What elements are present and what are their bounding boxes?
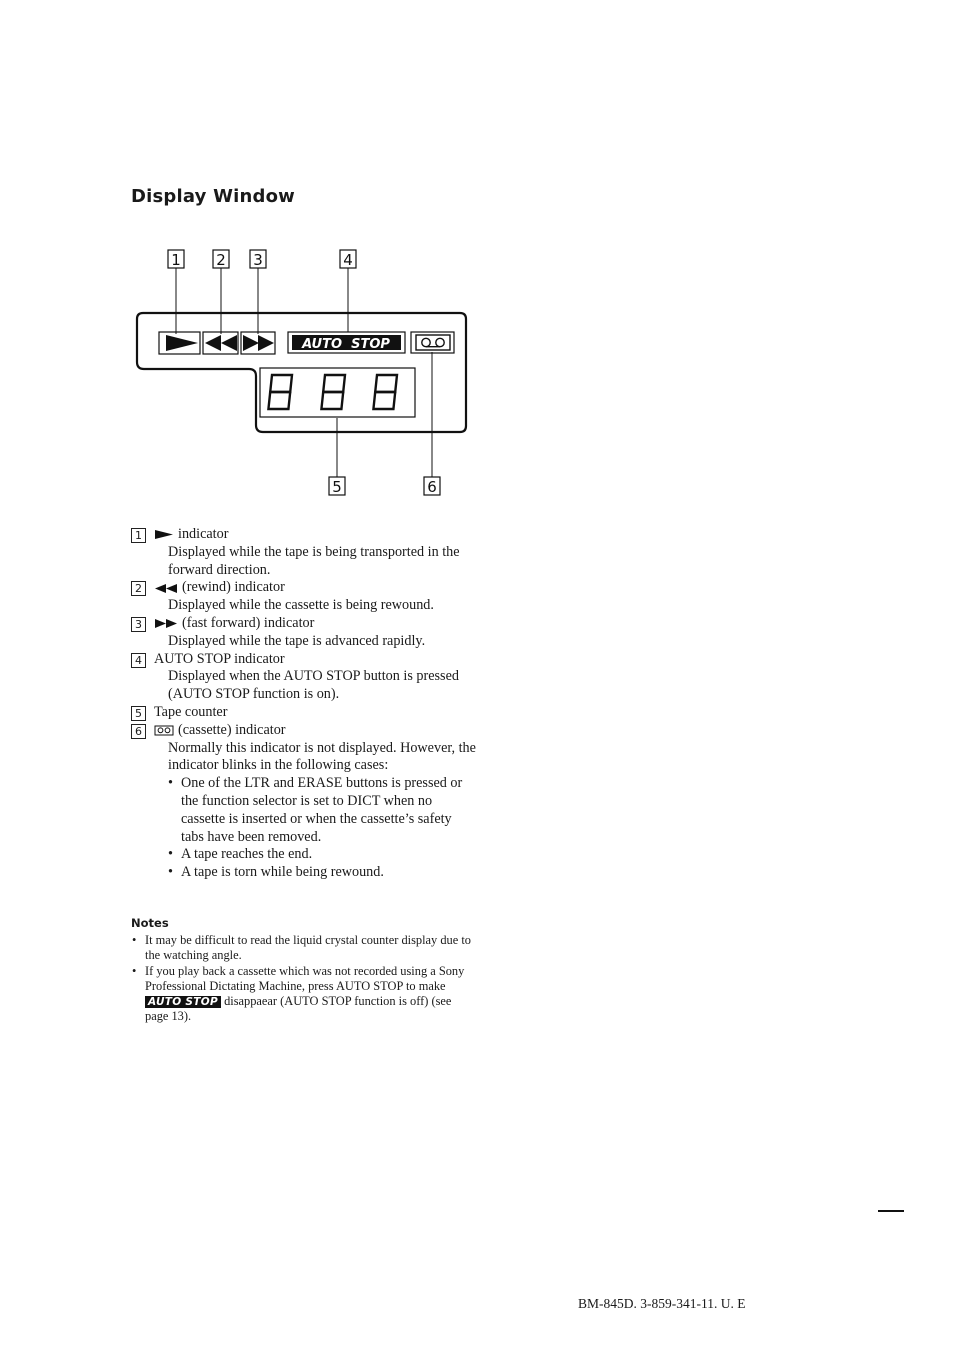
notes-title: Notes xyxy=(131,916,169,930)
list-item xyxy=(131,579,476,597)
play-indicator xyxy=(159,332,200,354)
cassette-icon xyxy=(154,725,174,736)
item-number: 6 xyxy=(131,724,146,739)
counter-digit-2 xyxy=(321,375,345,409)
item-number: 3 xyxy=(131,617,146,632)
display-window-figure xyxy=(0,0,954,520)
note-text: disappaear (AUTO STOP function is off) (see page 13). xyxy=(145,994,452,1024)
item-label: (fast forward) indicator xyxy=(182,614,315,631)
callout-label-3: 3 xyxy=(253,251,263,269)
callout-label-6: 6 xyxy=(427,478,437,496)
item-label: indicator xyxy=(178,526,229,542)
item-label: (rewind) indicator xyxy=(182,579,285,596)
indicator-list xyxy=(131,526,476,882)
note-item: • It may be difficult to read the liquid crystal counter display due to the watching angle. xyxy=(131,933,476,963)
fast-forward-indicator xyxy=(241,332,275,354)
autostop-indicator xyxy=(288,332,405,353)
callout-label-2: 2 xyxy=(216,251,226,269)
list-item xyxy=(131,526,476,544)
item-description: Displayed while the tape is being transported in the forward direction. xyxy=(168,543,460,578)
list-item: • A tape reaches the end. xyxy=(168,846,476,864)
page-heading: Display Window xyxy=(131,186,295,207)
callout-label-1: 1 xyxy=(171,251,181,269)
rewind-indicator xyxy=(203,332,238,354)
callout-label-4: 4 xyxy=(343,251,353,269)
item-label: Tape counter xyxy=(154,703,228,720)
fast-forward-icon xyxy=(154,618,178,629)
tape-counter xyxy=(260,368,415,417)
list-item xyxy=(131,651,476,669)
page-rule xyxy=(878,1210,904,1212)
item-number: 2 xyxy=(131,581,146,596)
item-label: (cassette) indicator xyxy=(178,721,286,738)
rewind-icon xyxy=(154,583,178,594)
item-number: 5 xyxy=(131,706,146,721)
play-triangle-icon xyxy=(154,529,174,540)
item-description: Displayed while the tape is advanced rapidly. xyxy=(168,632,426,649)
notes-section xyxy=(131,916,476,1024)
counter-digit-1 xyxy=(268,375,292,409)
list-item xyxy=(131,722,476,740)
note-text: If you play back a cassette which was not recorded using a Sony Professional Dictating Machine, press AUTO STOP to make xyxy=(145,963,465,993)
item-label: AUTO STOP indicator xyxy=(154,650,285,667)
counter-digit-3 xyxy=(373,375,397,409)
note-item xyxy=(131,964,476,1025)
cassette-indicator xyxy=(411,332,454,353)
item-description: Displayed when the AUTO STOP button is pressed (AUTO STOP function is on). xyxy=(168,668,459,703)
item-description: Displayed while the cassette is being rewound. xyxy=(168,597,434,614)
autostop-badge: AUTO STOP xyxy=(145,996,221,1008)
display-frame xyxy=(137,313,466,432)
callout-label-5: 5 xyxy=(332,478,342,496)
item-description: Normally this indicator is not displayed. However, the indicator blinks in the following cases: xyxy=(168,739,476,774)
list-item xyxy=(131,704,476,722)
item-number: 4 xyxy=(131,653,146,668)
list-item: • A tape is torn while being rewound. xyxy=(168,864,476,882)
item-number: 1 xyxy=(131,528,146,543)
footer-code: BM-845D. 3-859-341-11. U. E xyxy=(578,1296,746,1311)
list-item xyxy=(131,615,476,633)
autostop-indicator-label: AUTO STOP xyxy=(302,337,390,352)
list-item: • One of the LTR and ERASE buttons is pressed or the function selector is set to DICT when no cassette is inserted or when the cassette’s safety tabs have been removed. xyxy=(168,775,476,846)
case-list xyxy=(131,775,476,882)
